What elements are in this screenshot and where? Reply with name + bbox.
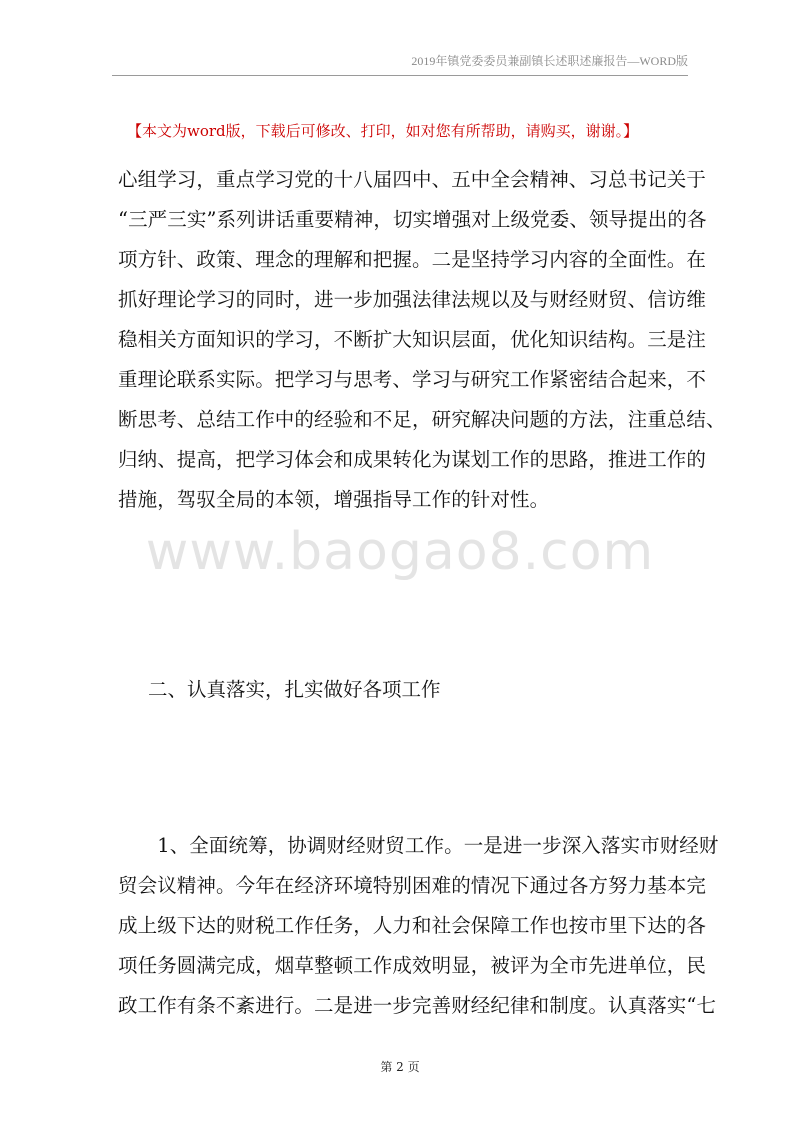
download-notice: 【本文为word版，下载后可修改、打印，如对您有所帮助，请购买，谢谢。】 [127, 122, 639, 140]
paragraph-line: 抓好理论学习的同时，进一步加强法律法规以及与财经财贸、信访维 [118, 288, 707, 311]
paragraph-line: 贸会议精神。今年在经济环境特别困难的情况下通过各方努力基本完 [118, 874, 707, 897]
paragraph-line: “三严三实”系列讲话重要精神，切实增强对上级党委、领导提出的各 [118, 208, 707, 231]
section-heading: 二、认真落实，扎实做好各项工作 [148, 678, 441, 701]
paragraph-line: 项方针、政策、理念的理解和把握。二是坚持学习内容的全面性。在 [118, 248, 707, 271]
paragraph-line: 重理论联系实际。把学习与思考、学习与研究工作紧密结合起来，不 [118, 368, 707, 391]
paragraph-line: 断思考、总结工作中的经验和不足，研究解决问题的方法，注重总结、 [118, 408, 726, 431]
paragraph-line: 心组学习，重点学习党的十八届四中、五中全会精神、习总书记关于 [118, 168, 707, 191]
body-paragraph-1 [118, 160, 726, 520]
paragraph-line: 政工作有条不紊进行。二是进一步完善财经纪律和制度。认真落实“七 [118, 994, 717, 1017]
paragraph-line: 措施，驾驭全局的本领，增强指导工作的针对性。 [118, 488, 550, 511]
paragraph-line: 归纳、提高，把学习体会和成果转化为谋划工作的思路，推进工作的 [118, 448, 707, 471]
body-paragraph-2 [118, 826, 719, 1026]
document-header-title: 2019年镇党委委员兼副镇长述职述廉报告—WORD版 [411, 54, 688, 68]
page-number: 第 2 页 [380, 1060, 420, 1074]
paragraph-line: 项任务圆满完成，烟草整顿工作成效明显，被评为全市先进单位，民 [118, 954, 707, 977]
paragraph-line: 成上级下达的财税工作任务，人力和社会保障工作也按市里下达的各 [118, 914, 707, 937]
header-divider [112, 75, 688, 76]
paragraph-line: 1、全面统筹，协调财经财贸工作。一是进一步深入落实市财经财 [118, 834, 719, 857]
watermark: www.baogao8.com [145, 522, 655, 582]
paragraph-line: 稳相关方面知识的学习，不断扩大知识层面，优化知识结构。三是注 [118, 328, 707, 351]
